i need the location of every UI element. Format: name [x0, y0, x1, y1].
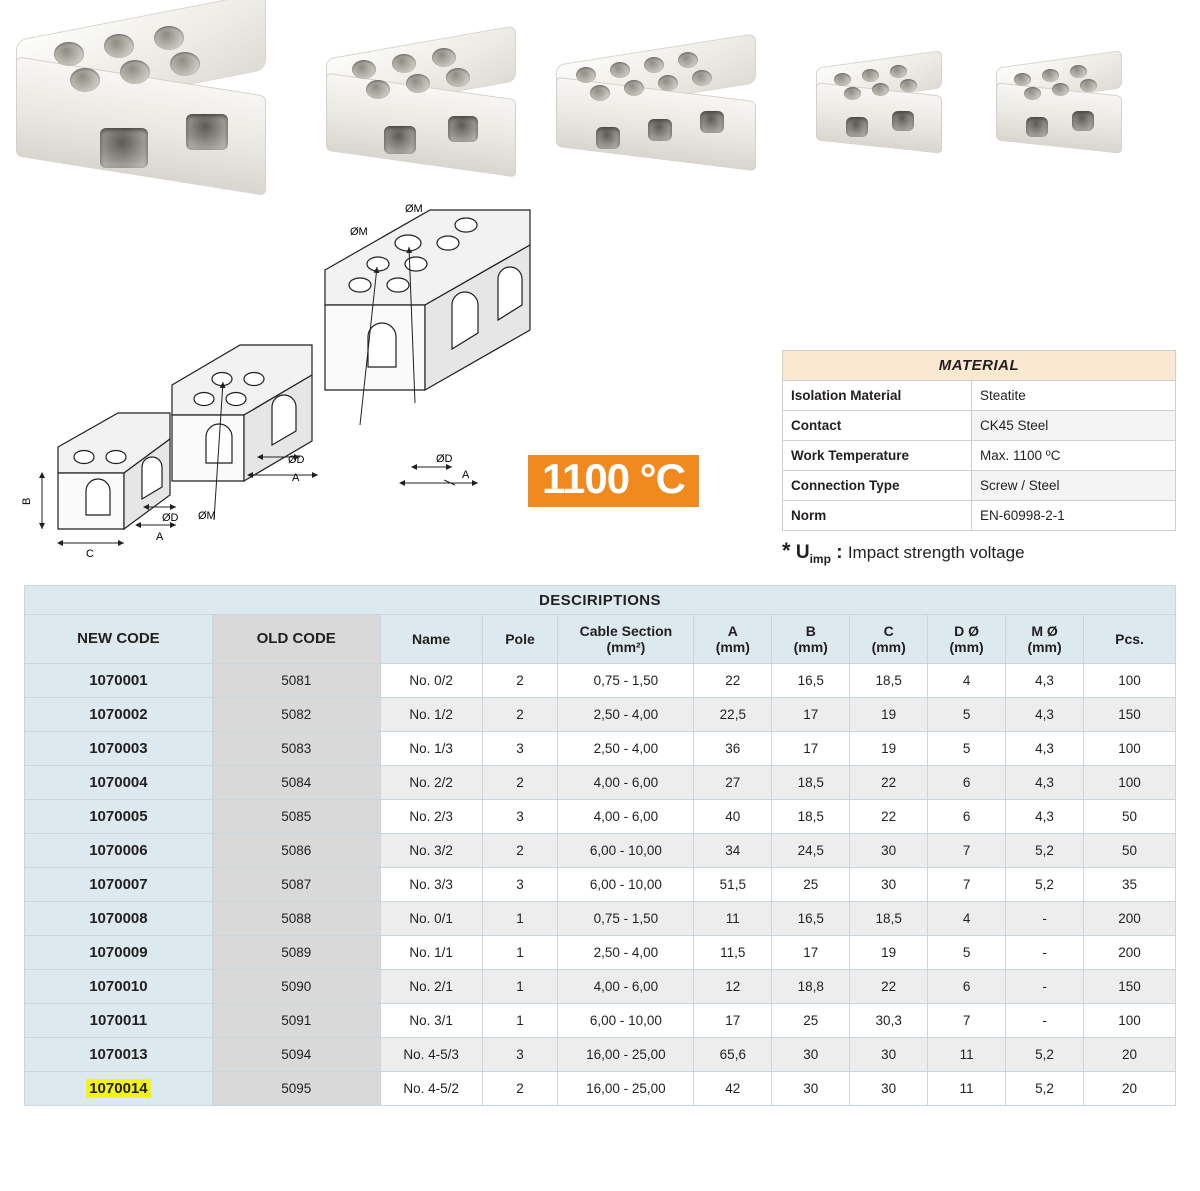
- label-diameter-d-small: ØD: [162, 512, 179, 524]
- screw-hole: [692, 70, 712, 86]
- product-photo-3: [552, 45, 767, 175]
- cell-name: No. 2/3: [380, 800, 482, 834]
- cell-c: 18,5: [850, 664, 928, 698]
- cell-name: No. 4-5/3: [380, 1038, 482, 1072]
- cell-old-code: 5094: [212, 1038, 380, 1072]
- label-a-medium: A: [292, 472, 300, 484]
- cell-d-diameter: 5: [928, 936, 1006, 970]
- cell-name: No. 4-5/2: [380, 1072, 482, 1106]
- col-header-cable-section-unit: (mm²): [606, 639, 646, 655]
- cell-m-diameter: 5,2: [1006, 1038, 1084, 1072]
- screw-hole: [1052, 83, 1069, 96]
- cell-a: 42: [694, 1072, 772, 1106]
- cell-d-diameter: 6: [928, 970, 1006, 1004]
- cell-new-code: 1070001: [25, 664, 213, 698]
- label-a-large: A: [462, 469, 470, 481]
- cell-a: 34: [694, 834, 772, 868]
- cell-new-code: [25, 1072, 213, 1106]
- cable-port: [846, 117, 868, 137]
- descriptions-title: DESCIRIPTIONS: [25, 586, 1176, 615]
- cell-d-diameter: 7: [928, 868, 1006, 902]
- cell-d-diameter: 4: [928, 902, 1006, 936]
- cell-name: No. 0/2: [380, 664, 482, 698]
- cell-a: 11,5: [694, 936, 772, 970]
- cell-m-diameter: 4,3: [1006, 698, 1084, 732]
- footnote-symbol: U: [795, 542, 810, 563]
- cell-old-code: 5087: [212, 868, 380, 902]
- cell-b: 24,5: [772, 834, 850, 868]
- cell-a: 36: [694, 732, 772, 766]
- cell-c: 19: [850, 936, 928, 970]
- col-header-c-label: C: [883, 622, 894, 639]
- table-row: [25, 766, 1176, 800]
- cell-d-diameter: 6: [928, 800, 1006, 834]
- table-row: [25, 1072, 1176, 1106]
- screw-hole: [844, 87, 861, 100]
- label-a-small: A: [156, 531, 164, 543]
- cell-pcs: 100: [1084, 732, 1176, 766]
- screw-hole: [170, 52, 200, 76]
- screw-hole: [678, 52, 698, 68]
- cell-pole: 2: [482, 1072, 558, 1106]
- material-key-isolation: Isolation Material: [783, 381, 972, 411]
- cell-pcs: 150: [1084, 970, 1176, 1004]
- cell-pcs: 100: [1084, 664, 1176, 698]
- cell-a: 17: [694, 1004, 772, 1038]
- cell-cable-section: 16,00 - 25,00: [558, 1038, 694, 1072]
- table-row: [25, 732, 1176, 766]
- material-row: [783, 411, 1176, 441]
- cell-c: 30: [850, 868, 928, 902]
- cell-b: 25: [772, 868, 850, 902]
- cell-pcs: 200: [1084, 936, 1176, 970]
- cell-m-diameter: -: [1006, 902, 1084, 936]
- material-row: [783, 381, 1176, 411]
- cell-cable-section: 6,00 - 10,00: [558, 868, 694, 902]
- cell-cable-section: 4,00 - 6,00: [558, 970, 694, 1004]
- cell-m-diameter: 5,2: [1006, 1072, 1084, 1106]
- cell-new-code: 1070009: [25, 936, 213, 970]
- cable-port: [648, 119, 672, 141]
- table-row: [25, 698, 1176, 732]
- table-row: [25, 970, 1176, 1004]
- screw-hole: [104, 34, 134, 58]
- cell-pole: 2: [482, 664, 558, 698]
- cell-cable-section: 6,00 - 10,00: [558, 834, 694, 868]
- col-header-b-label: B: [805, 622, 816, 639]
- cell-cable-section: 0,75 - 1,50: [558, 664, 694, 698]
- col-header-cable-section-label: Cable Section: [579, 622, 673, 639]
- cell-m-diameter: 4,3: [1006, 732, 1084, 766]
- cell-c: 22: [850, 766, 928, 800]
- cell-d-diameter: 7: [928, 1004, 1006, 1038]
- cell-pcs: 100: [1084, 1004, 1176, 1038]
- col-header-m-diameter: [1006, 615, 1084, 664]
- cell-d-diameter: 4: [928, 664, 1006, 698]
- cell-old-code: 5088: [212, 902, 380, 936]
- cell-pole: 2: [482, 766, 558, 800]
- cell-b: 25: [772, 1004, 850, 1038]
- label-diameter-m-medium: ØM: [198, 510, 216, 522]
- screw-hole: [406, 74, 430, 93]
- cell-c: 30: [850, 1072, 928, 1106]
- screw-hole: [1080, 79, 1097, 92]
- cell-pole: 3: [482, 732, 558, 766]
- cell-a: 51,5: [694, 868, 772, 902]
- cell-new-code: 1070004: [25, 766, 213, 800]
- cell-m-diameter: 5,2: [1006, 868, 1084, 902]
- screw-hole: [644, 57, 664, 73]
- cell-cable-section: 16,00 - 25,00: [558, 1072, 694, 1106]
- product-photo-2: [320, 38, 525, 178]
- cell-b: 17: [772, 936, 850, 970]
- material-value-contact: CK45 Steel: [972, 411, 1176, 441]
- screw-hole: [890, 65, 907, 78]
- cell-pole: 1: [482, 1004, 558, 1038]
- material-key-norm: Norm: [783, 501, 972, 531]
- col-header-d-label: D Ø: [954, 622, 980, 639]
- cell-old-code: 5083: [212, 732, 380, 766]
- cell-d-diameter: 5: [928, 732, 1006, 766]
- cell-b: 16,5: [772, 902, 850, 936]
- screw-hole: [862, 69, 879, 82]
- cell-b: 16,5: [772, 664, 850, 698]
- cable-port: [384, 126, 416, 154]
- cell-cable-section: 2,50 - 4,00: [558, 936, 694, 970]
- cell-pole: 2: [482, 698, 558, 732]
- cell-d-diameter: 11: [928, 1038, 1006, 1072]
- material-row: [783, 441, 1176, 471]
- cell-pcs: 20: [1084, 1038, 1176, 1072]
- col-header-pole: Pole: [482, 615, 558, 664]
- material-table-title: MATERIAL: [783, 351, 1176, 381]
- table-row: [25, 1004, 1176, 1038]
- cell-d-diameter: 6: [928, 766, 1006, 800]
- screw-hole: [576, 67, 596, 83]
- cell-old-code: 5086: [212, 834, 380, 868]
- footnote-colon: :: [830, 542, 848, 563]
- cell-m-diameter: 4,3: [1006, 664, 1084, 698]
- screw-hole: [392, 54, 416, 73]
- cell-new-code: 1070008: [25, 902, 213, 936]
- cable-port: [700, 111, 724, 133]
- descriptions-table-body: [25, 664, 1176, 1106]
- cell-a: 12: [694, 970, 772, 1004]
- product-photo-strip: [0, 0, 1200, 190]
- cell-a: 65,6: [694, 1038, 772, 1072]
- cable-port: [892, 111, 914, 131]
- highlighted-code: 1070014: [86, 1079, 150, 1098]
- cell-new-code: 1070013: [25, 1038, 213, 1072]
- descriptions-table-wrap: [24, 585, 1176, 1106]
- material-key-connection-type: Connection Type: [783, 471, 972, 501]
- cell-c: 22: [850, 970, 928, 1004]
- cell-name: No. 3/2: [380, 834, 482, 868]
- cell-pcs: 50: [1084, 800, 1176, 834]
- col-header-m-label: M Ø: [1031, 622, 1058, 639]
- material-key-contact: Contact: [783, 411, 972, 441]
- table-row: [25, 936, 1176, 970]
- cell-name: No. 0/1: [380, 902, 482, 936]
- screw-hole: [154, 26, 184, 50]
- screw-hole: [366, 80, 390, 99]
- cell-m-diameter: 4,3: [1006, 766, 1084, 800]
- screw-hole: [610, 62, 630, 78]
- cell-m-diameter: -: [1006, 1004, 1084, 1038]
- material-table: [782, 350, 1176, 531]
- cell-new-code: 1070002: [25, 698, 213, 732]
- table-row: [25, 868, 1176, 902]
- screw-hole: [120, 60, 150, 84]
- cell-old-code: 5091: [212, 1004, 380, 1038]
- cell-d-diameter: 5: [928, 698, 1006, 732]
- screw-hole: [624, 80, 644, 96]
- cell-pole: 3: [482, 800, 558, 834]
- cell-name: No. 2/1: [380, 970, 482, 1004]
- label-b-small: B: [21, 497, 33, 505]
- material-row: [783, 501, 1176, 531]
- material-value-norm: EN-60998-2-1: [972, 501, 1176, 531]
- cell-b: 17: [772, 732, 850, 766]
- cell-name: No. 1/2: [380, 698, 482, 732]
- col-header-name: Name: [380, 615, 482, 664]
- table-row: [25, 664, 1176, 698]
- screw-hole: [900, 79, 917, 92]
- cell-new-code: 1070006: [25, 834, 213, 868]
- cell-a: 22: [694, 664, 772, 698]
- cable-port: [448, 116, 478, 142]
- cell-m-diameter: -: [1006, 970, 1084, 1004]
- col-header-c-unit: (mm): [871, 639, 906, 655]
- screw-hole: [1014, 73, 1031, 86]
- cell-cable-section: 2,50 - 4,00: [558, 732, 694, 766]
- cell-pcs: 200: [1084, 902, 1176, 936]
- cell-pole: 1: [482, 936, 558, 970]
- col-header-new-code: NEW CODE: [25, 615, 213, 664]
- screw-hole: [70, 68, 100, 92]
- cell-pcs: 150: [1084, 698, 1176, 732]
- cell-name: No. 1/1: [380, 936, 482, 970]
- cell-old-code: 5082: [212, 698, 380, 732]
- label-diameter-d-large: ØD: [436, 453, 453, 465]
- cell-c: 30: [850, 1038, 928, 1072]
- product-photo-4: [812, 55, 952, 165]
- col-header-pcs: Pcs.: [1084, 615, 1176, 664]
- col-header-b: [772, 615, 850, 664]
- cell-pcs: 20: [1084, 1072, 1176, 1106]
- label-diameter-m-large: ØM: [405, 203, 423, 215]
- cell-c: 22: [850, 800, 928, 834]
- cell-cable-section: 6,00 - 10,00: [558, 1004, 694, 1038]
- screw-hole: [352, 60, 376, 79]
- table-row: [25, 800, 1176, 834]
- cell-new-code: 1070007: [25, 868, 213, 902]
- cell-name: No. 3/3: [380, 868, 482, 902]
- drawing-small-block: [58, 413, 170, 529]
- cell-cable-section: 0,75 - 1,50: [558, 902, 694, 936]
- col-header-cable-section: [558, 615, 694, 664]
- screw-hole: [1042, 69, 1059, 82]
- cable-port: [596, 127, 620, 149]
- cell-c: 30: [850, 834, 928, 868]
- col-header-b-unit: (mm): [793, 639, 828, 655]
- col-header-c: [850, 615, 928, 664]
- cell-pole: 1: [482, 902, 558, 936]
- table-row: [25, 834, 1176, 868]
- product-photo-1: [8, 10, 278, 185]
- material-value-connection-type: Screw / Steel: [972, 471, 1176, 501]
- cell-b: 17: [772, 698, 850, 732]
- cell-cable-section: 4,00 - 6,00: [558, 766, 694, 800]
- material-key-work-temperature: Work Temperature: [783, 441, 972, 471]
- cell-pole: 1: [482, 970, 558, 1004]
- cell-c: 19: [850, 698, 928, 732]
- cell-a: 11: [694, 902, 772, 936]
- screw-hole: [590, 85, 610, 101]
- cell-pole: 2: [482, 834, 558, 868]
- cell-cable-section: 2,50 - 4,00: [558, 698, 694, 732]
- cell-pcs: 35: [1084, 868, 1176, 902]
- screw-hole: [658, 75, 678, 91]
- cell-old-code: 5090: [212, 970, 380, 1004]
- cable-port: [1026, 117, 1048, 137]
- descriptions-table: [24, 585, 1176, 1106]
- cell-pcs: 100: [1084, 766, 1176, 800]
- footnote-asterisk: *: [782, 538, 791, 563]
- cell-b: 18,5: [772, 766, 850, 800]
- dimension-drawing-svg: [0, 185, 780, 575]
- cell-c: 18,5: [850, 902, 928, 936]
- material-value-isolation: Steatite: [972, 381, 1176, 411]
- label-diameter-d-medium: ØD: [288, 454, 305, 466]
- cell-a: 27: [694, 766, 772, 800]
- cell-a: 22,5: [694, 698, 772, 732]
- cell-m-diameter: -: [1006, 936, 1084, 970]
- cell-old-code: 5095: [212, 1072, 380, 1106]
- cell-c: 30,3: [850, 1004, 928, 1038]
- cable-port: [186, 114, 228, 150]
- cell-new-code: 1070010: [25, 970, 213, 1004]
- cell-pcs: 50: [1084, 834, 1176, 868]
- cell-pole: 3: [482, 868, 558, 902]
- cell-b: 18,8: [772, 970, 850, 1004]
- col-header-m-unit: (mm): [1027, 639, 1062, 655]
- cell-m-diameter: 5,2: [1006, 834, 1084, 868]
- col-header-a-label: A: [727, 622, 738, 639]
- screw-hole: [1070, 65, 1087, 78]
- cell-d-diameter: 7: [928, 834, 1006, 868]
- temperature-badge: 1100 °C: [528, 455, 699, 507]
- screw-hole: [54, 42, 84, 66]
- material-value-work-temperature: Max. 1100 ºC: [972, 441, 1176, 471]
- cell-old-code: 5085: [212, 800, 380, 834]
- cable-port: [1072, 111, 1094, 131]
- col-header-d-diameter: [928, 615, 1006, 664]
- col-header-a: [694, 615, 772, 664]
- material-row: [783, 471, 1176, 501]
- cell-cable-section: 4,00 - 6,00: [558, 800, 694, 834]
- label-diameter-m-large-2: ØM: [350, 226, 368, 238]
- col-header-a-unit: (mm): [715, 639, 750, 655]
- cell-b: 30: [772, 1072, 850, 1106]
- cell-a: 40: [694, 800, 772, 834]
- uimp-footnote: [782, 538, 1025, 566]
- cell-old-code: 5081: [212, 664, 380, 698]
- cell-new-code: 1070005: [25, 800, 213, 834]
- cell-name: No. 1/3: [380, 732, 482, 766]
- product-photo-5: [992, 55, 1132, 165]
- col-header-d-unit: (mm): [949, 639, 984, 655]
- cell-b: 18,5: [772, 800, 850, 834]
- screw-hole: [1024, 87, 1041, 100]
- cell-pole: 3: [482, 1038, 558, 1072]
- cell-new-code: 1070011: [25, 1004, 213, 1038]
- table-row: [25, 902, 1176, 936]
- cell-c: 19: [850, 732, 928, 766]
- cell-m-diameter: 4,3: [1006, 800, 1084, 834]
- cell-d-diameter: 11: [928, 1072, 1006, 1106]
- screw-hole: [872, 83, 889, 96]
- col-header-old-code: OLD CODE: [212, 615, 380, 664]
- footnote-text: Impact strength voltage: [847, 543, 1025, 562]
- screw-hole: [834, 73, 851, 86]
- cell-name: No. 2/2: [380, 766, 482, 800]
- table-row: [25, 1038, 1176, 1072]
- cell-old-code: 5084: [212, 766, 380, 800]
- cell-old-code: 5089: [212, 936, 380, 970]
- label-c-small: C: [86, 548, 94, 560]
- cell-new-code: 1070003: [25, 732, 213, 766]
- cell-b: 30: [772, 1038, 850, 1072]
- cable-port: [100, 128, 148, 168]
- screw-hole: [446, 68, 470, 87]
- cell-name: No. 3/1: [380, 1004, 482, 1038]
- technical-drawings: [0, 185, 780, 575]
- screw-hole: [432, 48, 456, 67]
- footnote-subscript: imp: [809, 551, 831, 566]
